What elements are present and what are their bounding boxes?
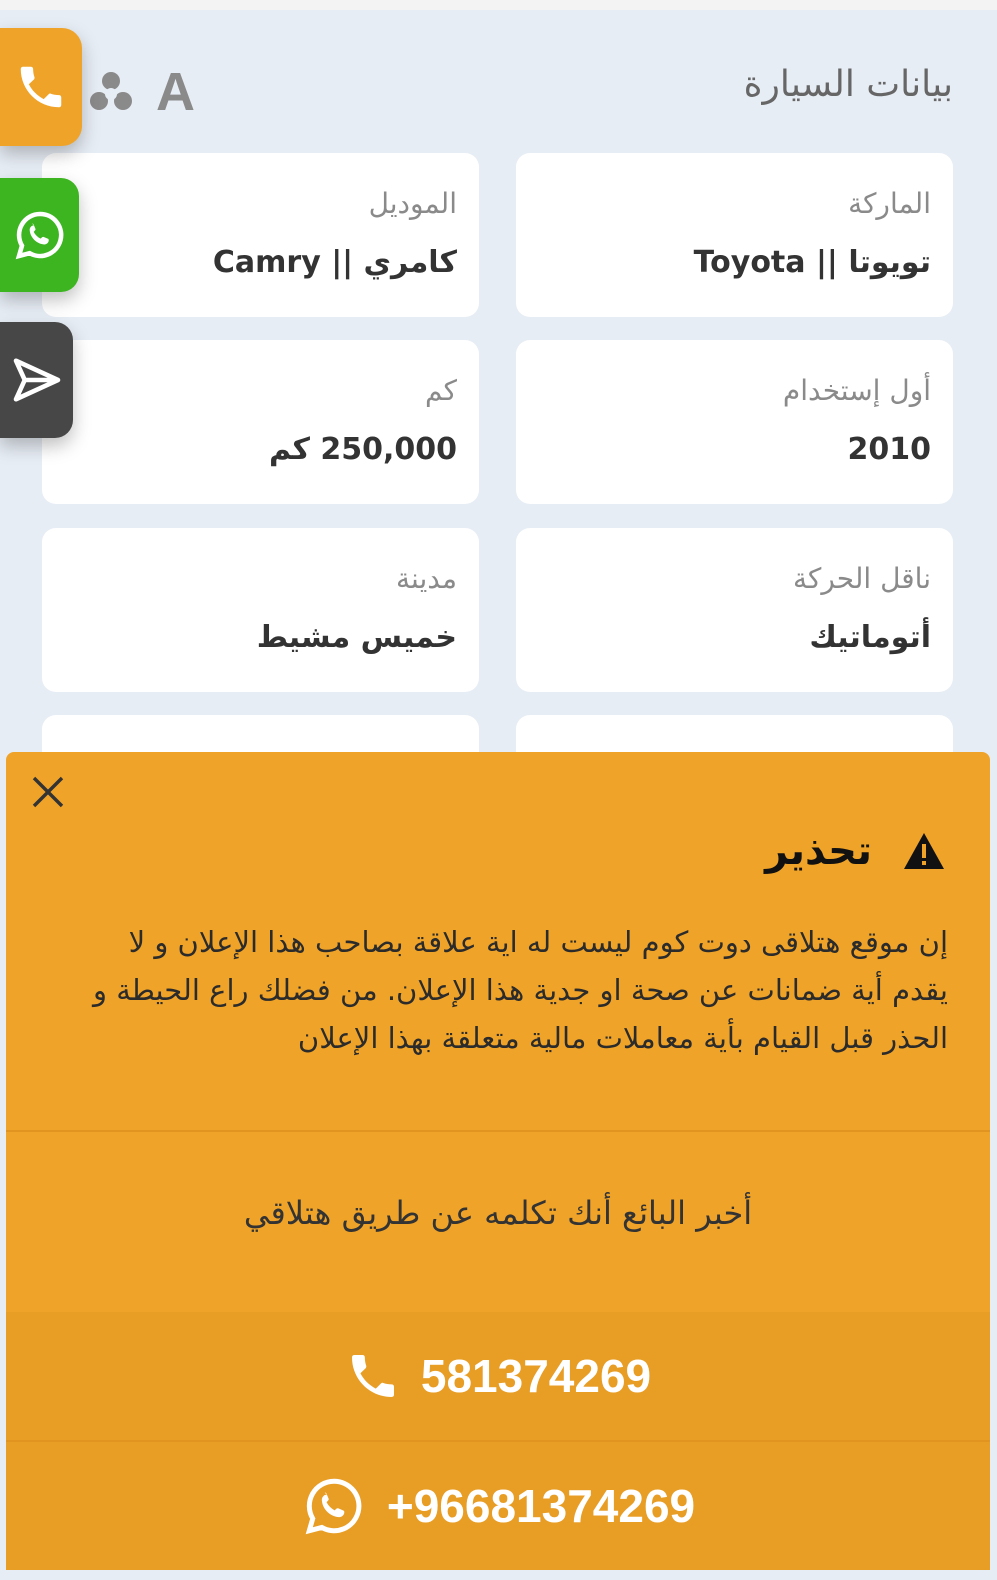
spec-value: أتوماتيك	[809, 620, 931, 655]
tell-seller-text: أخبر البائع أنك تكلمه عن طريق هتلاقي	[243, 1194, 753, 1232]
transmission-letter-icon: A	[156, 62, 195, 122]
warning-sheet	[6, 752, 990, 1570]
spec-label: أول إستخدام	[782, 374, 931, 407]
floating-call-button[interactable]	[0, 28, 82, 146]
phone-icon	[14, 60, 68, 114]
spec-value: 250,000 كم	[268, 432, 457, 467]
divider	[6, 1130, 990, 1132]
whatsapp-icon	[301, 1473, 367, 1539]
spec-icons	[86, 62, 226, 122]
spec-card-brand	[516, 153, 953, 317]
spec-label: الموديل	[368, 187, 457, 220]
spec-label: كم	[425, 374, 457, 407]
phone-number: 581374269	[420, 1350, 652, 1402]
phone-icon	[345, 1348, 401, 1404]
close-button[interactable]	[28, 772, 68, 812]
section-title: بيانات السيارة	[743, 64, 953, 105]
spec-value: كامري || Camry	[212, 245, 457, 280]
whatsapp-seller-button[interactable]	[6, 1442, 990, 1570]
spec-value: 2010	[847, 432, 931, 467]
spec-card-first-use	[516, 340, 953, 504]
warning-header	[765, 828, 946, 874]
spec-card-model	[42, 153, 479, 317]
call-seller-button[interactable]	[6, 1312, 990, 1440]
warning-body: إن موقع هتلاقى دوت كوم ليست له اية علاقة بصاحب هذا الإعلان و لا يقدم أية ضمانات عن صحة او جدية هذا الإعلان. من فضلك راع الحيطة و الحذر قبل القيام بأية معاملات مالية متعلقة بهذا الإعلان	[93, 925, 948, 1055]
spec-value: تويوتا || Toyota	[693, 245, 931, 280]
spec-label: ناقل الحركة	[793, 562, 931, 595]
floating-share-button[interactable]	[0, 322, 73, 438]
warning-icon	[902, 831, 946, 871]
spec-card-mileage	[42, 340, 479, 504]
close-icon	[31, 775, 65, 809]
spec-label: مدينة	[396, 562, 457, 595]
recycle-icon	[86, 67, 136, 117]
warning-title: تحذير	[765, 828, 872, 874]
spec-label: الماركة	[848, 187, 931, 220]
whatsapp-number: +96681374269	[386, 1480, 696, 1532]
spec-card-city	[42, 528, 479, 692]
share-icon	[9, 352, 65, 408]
spec-card-transmission	[516, 528, 953, 692]
spec-value: خميس مشيط	[256, 620, 457, 655]
whatsapp-icon	[12, 207, 68, 263]
floating-whatsapp-button[interactable]	[0, 178, 79, 292]
